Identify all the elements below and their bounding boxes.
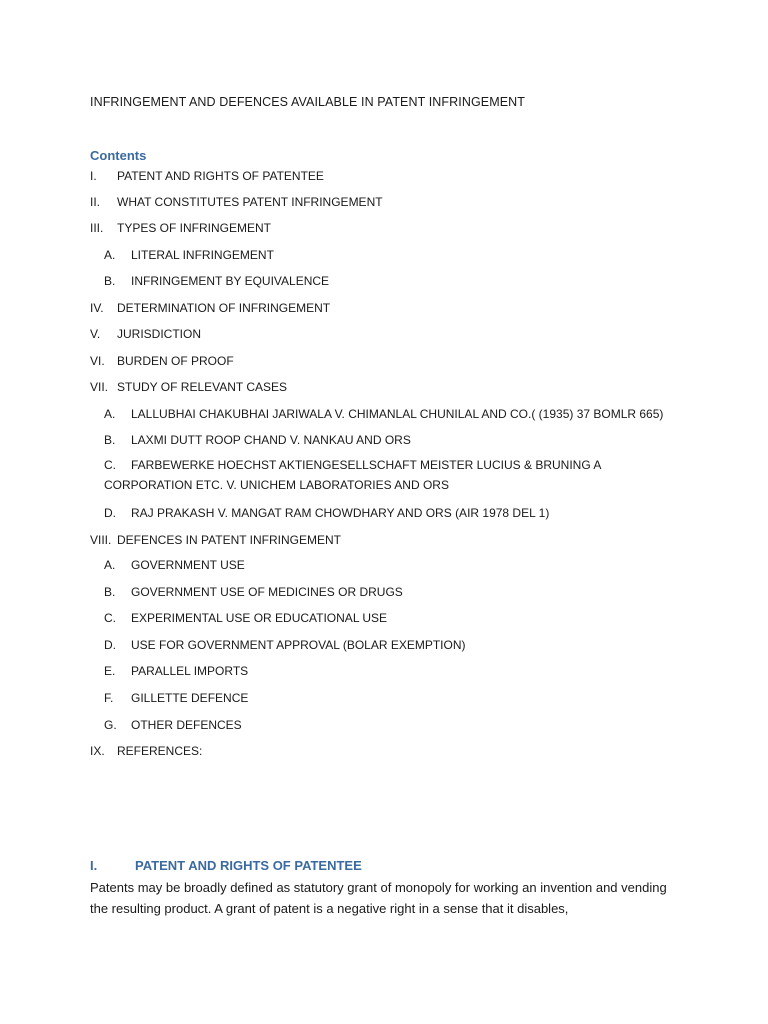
toc-item-number: A. — [104, 407, 116, 421]
toc-item[interactable] — [90, 195, 383, 209]
toc-item-number: A. — [104, 558, 116, 572]
toc-item-number: B. — [104, 274, 116, 288]
toc-item-label: USE FOR GOVERNMENT APPROVAL (BOLAR EXEMPTION) — [131, 638, 466, 652]
document-title: INFRINGEMENT AND DEFENCES AVAILABLE IN PATENT INFRINGEMENT — [90, 95, 526, 109]
toc-item-number: III. — [90, 221, 104, 235]
toc-item-number: B. — [104, 433, 116, 447]
toc-item-label: JURISDICTION — [117, 327, 201, 341]
toc-item-number: D. — [104, 638, 116, 652]
toc-item-number: VII. — [90, 380, 109, 394]
toc-item-label: BURDEN OF PROOF — [117, 354, 234, 368]
toc-item[interactable] — [104, 455, 684, 495]
toc-item[interactable] — [90, 533, 341, 547]
toc-item-number: VI. — [90, 354, 105, 368]
toc-item[interactable] — [104, 718, 242, 732]
toc-item[interactable] — [104, 611, 387, 625]
section-paragraph: Patents may be broadly defined as statutory grant of monopoly for working an invention and vending the resulting product. A grant of patent is a negative right in a sense that it disables, — [90, 880, 667, 916]
toc-item[interactable] — [104, 638, 466, 652]
toc-item[interactable] — [104, 248, 274, 262]
section-number: I. — [90, 858, 98, 873]
toc-item[interactable] — [104, 558, 245, 572]
toc-item-label: TYPES OF INFRINGEMENT — [117, 221, 272, 235]
toc-item-label: GOVERNMENT USE — [131, 558, 245, 572]
toc-item-label: LAXMI DUTT ROOP CHAND V. NANKAU AND ORS — [131, 433, 411, 447]
toc-item-number: II. — [90, 195, 101, 209]
toc-item-label: FARBEWERKE HOECHST AKTIENGESELLSCHAFT MEISTER LUCIUS & BRUNING A CORPORATION ETC. V. UNICHEM LABORATORIES AND ORS — [104, 458, 601, 492]
toc-item-number: IV. — [90, 301, 104, 315]
toc-item-label: REFERENCES: — [117, 744, 203, 758]
toc-item[interactable] — [104, 506, 549, 520]
toc-item-label: GILLETTE DEFENCE — [131, 691, 249, 705]
toc-item[interactable] — [104, 691, 248, 705]
toc-item[interactable] — [90, 301, 330, 315]
toc-item[interactable] — [90, 380, 287, 394]
toc-item-label: INFRINGEMENT BY EQUIVALENCE — [131, 274, 330, 288]
toc-item-number: C. — [104, 458, 116, 472]
toc-item-label: LALLUBHAI CHAKUBHAI JARIWALA V. CHIMANLAL CHUNILAL AND CO.( (1935) 37 BOMLR 665) — [131, 407, 664, 421]
toc-item-label: WHAT CONSTITUTES PATENT INFRINGEMENT — [117, 195, 383, 209]
toc-item-number: I. — [90, 169, 97, 183]
toc-item[interactable] — [90, 169, 324, 183]
toc-item-number: D. — [104, 506, 116, 520]
toc-item[interactable] — [104, 433, 411, 447]
toc-item[interactable] — [104, 407, 663, 421]
toc-item-number: A. — [104, 248, 116, 262]
toc-item-number: IX. — [90, 744, 105, 758]
toc-item[interactable] — [104, 585, 403, 599]
toc-item-number: B. — [104, 585, 116, 599]
toc-item-number: E. — [104, 664, 116, 678]
toc-item-label: RAJ PRAKASH V. MANGAT RAM CHOWDHARY AND ORS (AIR 1978 DEL 1) — [131, 506, 550, 520]
toc-item[interactable] — [90, 221, 271, 235]
toc-item-number: F. — [104, 691, 114, 705]
toc-item-label: OTHER DEFENCES — [131, 718, 242, 732]
toc-item-label: PATENT AND RIGHTS OF PATENTEE — [117, 169, 324, 183]
toc-item-label: PARALLEL IMPORTS — [131, 664, 249, 678]
toc-item-number: VIII. — [90, 533, 112, 547]
toc-item-label: STUDY OF RELEVANT CASES — [117, 380, 288, 394]
toc-item-number: G. — [104, 718, 117, 732]
toc-item-label: LITERAL INFRINGEMENT — [131, 248, 274, 262]
toc-item[interactable] — [90, 354, 234, 368]
toc-item[interactable] — [104, 274, 329, 288]
section-title: PATENT AND RIGHTS OF PATENTEE — [135, 858, 362, 873]
toc-item-number: C. — [104, 611, 116, 625]
toc-item[interactable] — [90, 327, 201, 341]
toc-item-number: V. — [90, 327, 101, 341]
toc-item-label: EXPERIMENTAL USE OR EDUCATIONAL USE — [131, 611, 388, 625]
toc-item-label: DETERMINATION OF INFRINGEMENT — [117, 301, 331, 315]
contents-heading: Contents — [90, 148, 147, 163]
section-heading — [90, 858, 362, 873]
toc-item-label: GOVERNMENT USE OF MEDICINES OR DRUGS — [131, 585, 403, 599]
toc-item-label: DEFENCES IN PATENT INFRINGEMENT — [117, 533, 342, 547]
toc-item[interactable] — [90, 744, 202, 758]
toc-item[interactable] — [104, 664, 248, 678]
